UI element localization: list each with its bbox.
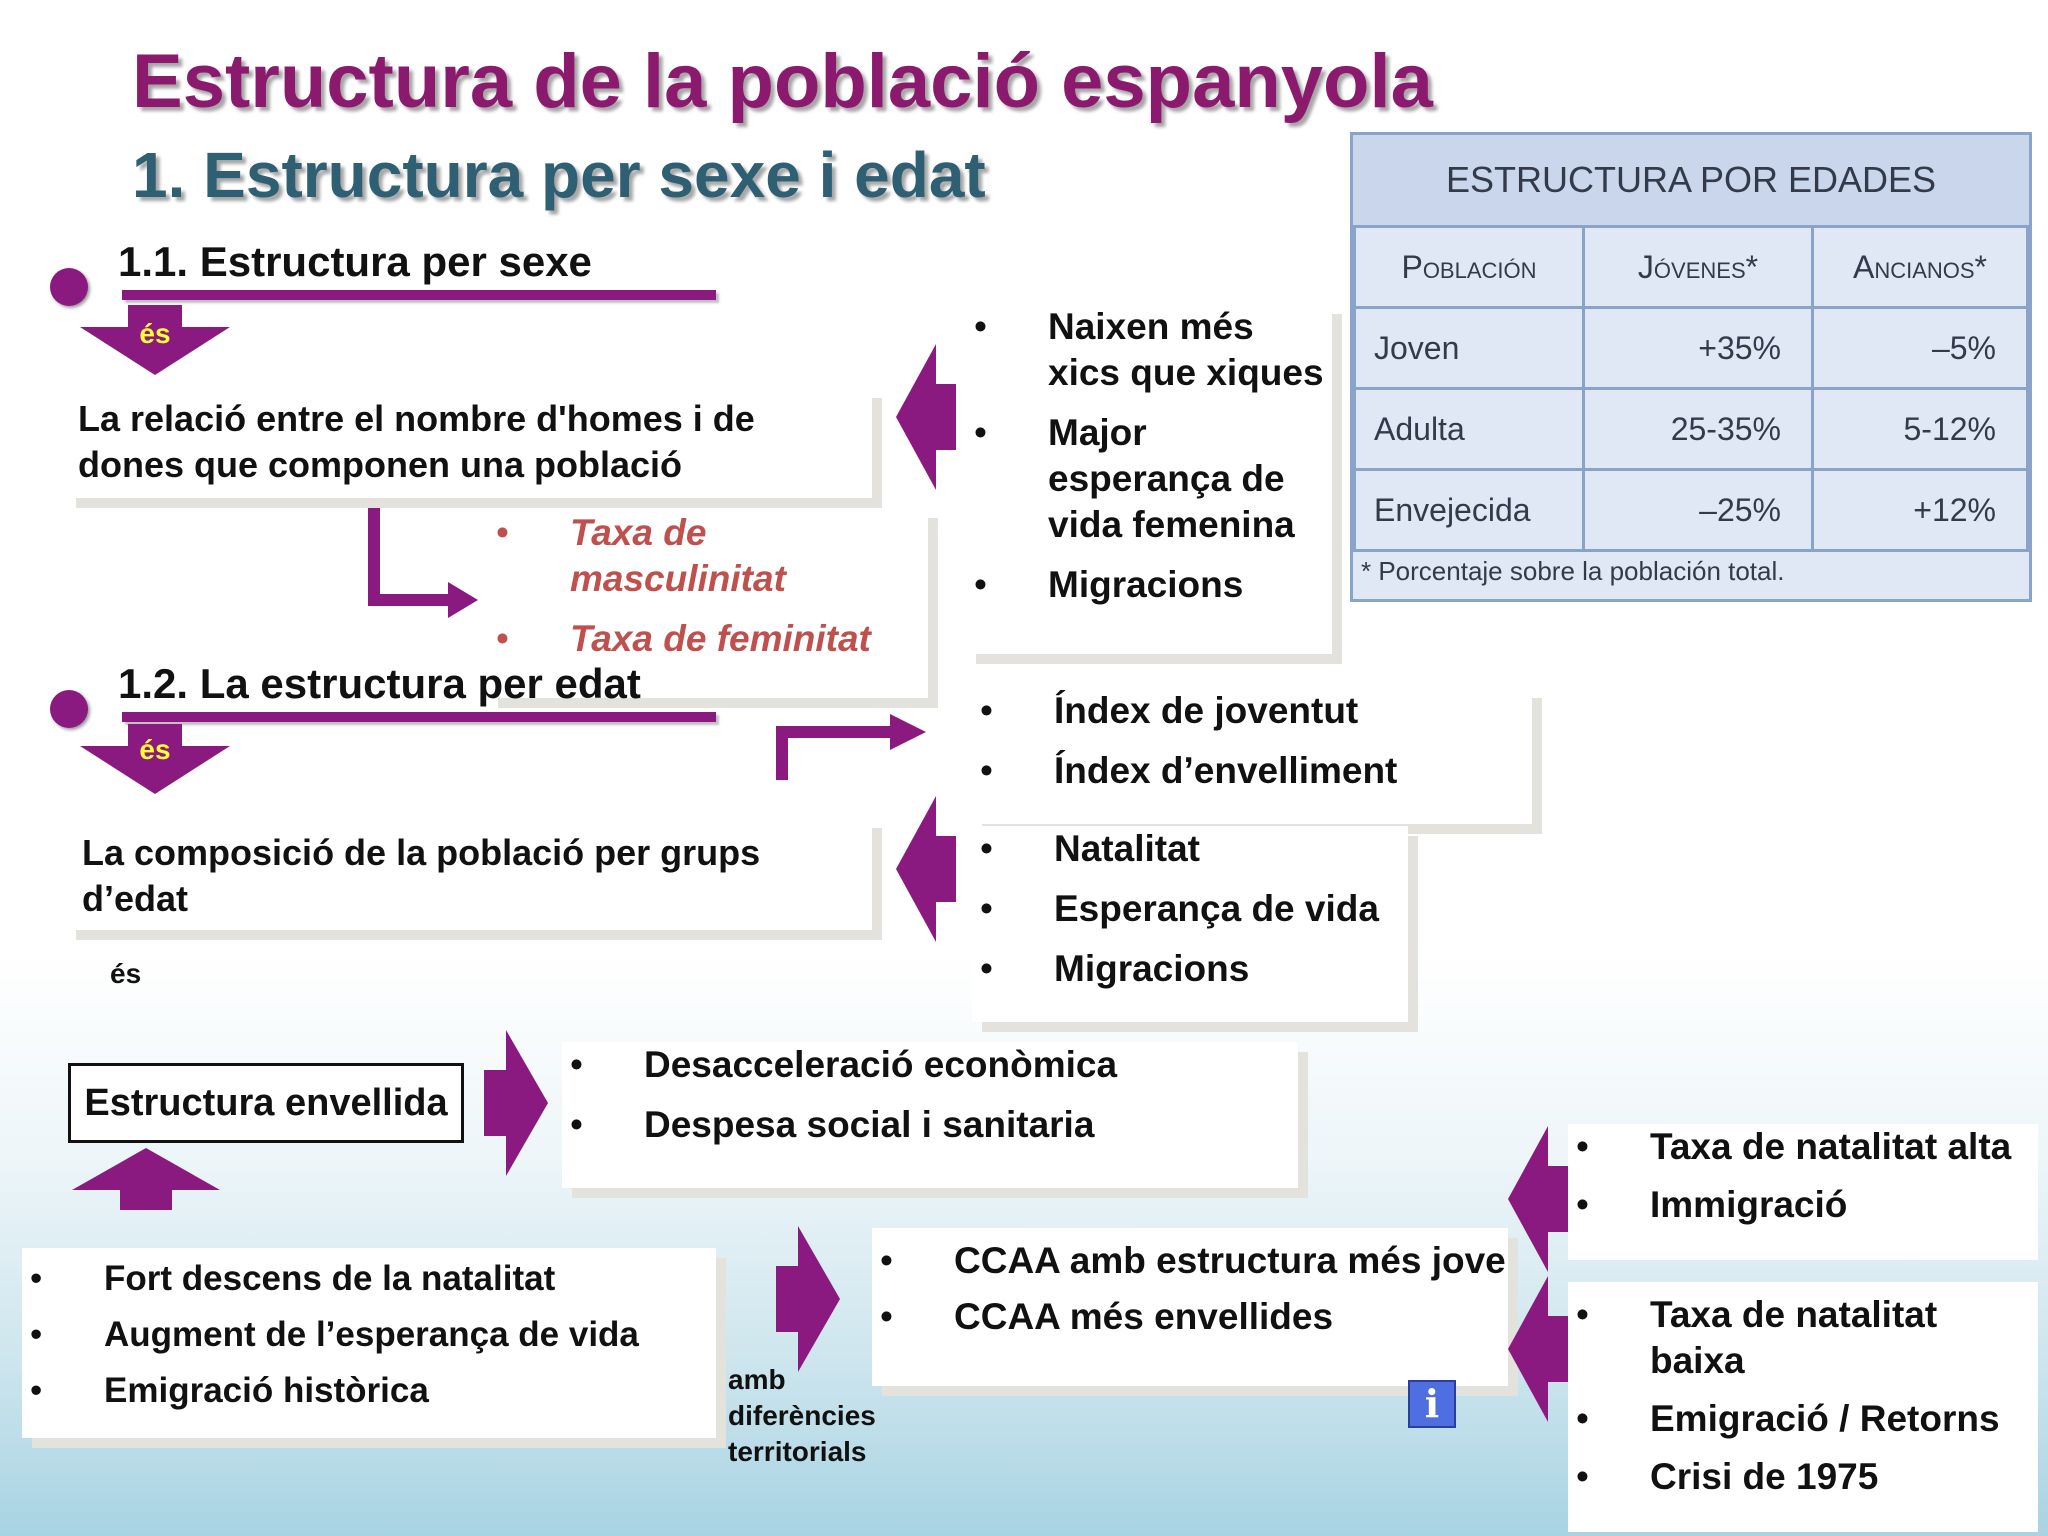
list-item: • Despesa social i sanitaria: [562, 1102, 1298, 1148]
list-item: • Esperança de vida: [972, 886, 1408, 932]
table-cell: Adulta: [1355, 389, 1584, 470]
table-cell: –25%: [1584, 470, 1813, 551]
age-definition: La composició de la població per grups d’edat: [82, 832, 761, 919]
table-cell: Joven: [1355, 308, 1584, 389]
list-item: • Crisi de 1975: [1568, 1454, 2038, 1500]
bullet-dot: [50, 690, 88, 728]
table-header: Ancianos*: [1813, 227, 2028, 308]
left-arrow-icon: [896, 344, 956, 490]
left-arrow-icon: [1508, 1276, 1570, 1422]
causes-box: [22, 1248, 716, 1438]
age-structure-table: [1350, 132, 2032, 602]
table-row: [1355, 470, 2028, 551]
table-cell: +12%: [1813, 470, 2028, 551]
table-cell: 5-12%: [1813, 389, 2028, 470]
table-header-row: [1355, 227, 2028, 308]
list-item: • CCAA més envellides: [872, 1294, 1508, 1340]
left-arrow-icon: [896, 796, 956, 942]
causes-list: [22, 1256, 716, 1414]
list-item: • Taxa de natalitat alta: [1568, 1124, 2038, 1170]
territorial-label: amb diferències territorials: [728, 1364, 876, 1467]
right-arrow-icon: [484, 1030, 548, 1176]
table-body: [1353, 225, 2029, 552]
sex-factors-list: [966, 304, 1332, 608]
young-reasons-box: [1568, 1124, 2038, 1260]
consequences-box: [562, 1042, 1298, 1188]
table-cell: –5%: [1813, 308, 2028, 389]
list-item: • Índex d’envelliment: [972, 748, 1532, 794]
list-item: • Taxa de feminitat: [488, 616, 928, 662]
section-heading-age: 1.2. La estructura per edat: [118, 660, 641, 707]
list-item: • Fort descens de la natalitat: [22, 1256, 716, 1302]
elbow-arrow-icon: [364, 508, 478, 620]
table-note: * Porcentaje sobre la población total.: [1361, 556, 1785, 586]
connector-label: és: [139, 318, 171, 349]
age-factors-list: [972, 826, 1408, 992]
rates-list: [488, 510, 928, 662]
elbow-arrow-icon: [774, 710, 926, 780]
old-reasons-list: [1568, 1292, 2038, 1500]
up-arrow-icon: [72, 1148, 220, 1210]
right-arrow-icon: [776, 1226, 840, 1372]
page-title: Estructura de la població espanyola: [132, 39, 1433, 124]
aged-structure-label: Estructura envellida: [68, 1063, 464, 1143]
table-header: Jóvenes*: [1584, 227, 1813, 308]
list-item: • Major esperança de vida femenina: [966, 410, 1332, 548]
age-factors-box: [972, 826, 1408, 1022]
table-cell: 25-35%: [1584, 389, 1813, 470]
list-item: • Migracions: [972, 946, 1408, 992]
indices-box: [972, 688, 1532, 824]
ccaa-list: [872, 1238, 1508, 1340]
list-item: • Immigració: [1568, 1182, 2038, 1228]
list-item: • Migracions: [966, 562, 1332, 608]
list-item: • Taxa de natalitat baixa: [1568, 1292, 2038, 1384]
age-definition-box: [66, 818, 872, 930]
info-icon[interactable]: i: [1408, 1380, 1456, 1428]
heading-underline: [122, 712, 716, 722]
list-item: • Emigració històrica: [22, 1368, 716, 1414]
bullet-dot: [50, 268, 88, 306]
table-row: [1355, 308, 2028, 389]
table-cell: Envejecida: [1355, 470, 1584, 551]
ccaa-box: [872, 1228, 1508, 1386]
list-item: • CCAA amb estructura més jove: [872, 1238, 1508, 1284]
sex-definition-box: [66, 388, 872, 498]
table-cell: +35%: [1584, 308, 1813, 389]
connector-label-es: és: [110, 958, 142, 989]
list-item: • Naixen més xics que xiques: [966, 304, 1332, 396]
left-arrow-icon: [1508, 1126, 1570, 1272]
table-title: ESTRUCTURA POR EDADES: [1353, 135, 2029, 228]
old-reasons-box: [1568, 1282, 2038, 1532]
table-row: [1355, 389, 2028, 470]
list-item: • Taxa de masculinitat: [488, 510, 928, 602]
table-header: Población: [1355, 227, 1584, 308]
list-item: • Índex de joventut: [972, 688, 1532, 734]
heading-underline: [122, 290, 716, 300]
list-item: • Augment de l’esperança de vida: [22, 1312, 716, 1358]
section-heading-sex: 1.1. Estructura per sexe: [118, 238, 592, 285]
sex-factors-box: [966, 304, 1332, 654]
connector-label: és: [139, 734, 171, 765]
list-item: • Desacceleració econòmica: [562, 1042, 1298, 1088]
list-item: • Emigració / Retorns: [1568, 1396, 2038, 1442]
sex-definition: La relació entre el nombre d'homes i de dones que componen una població: [78, 398, 755, 485]
list-item: • Natalitat: [972, 826, 1408, 872]
page-subtitle: 1. Estructura per sexe i edat: [132, 139, 986, 211]
consequences-list: [562, 1042, 1298, 1148]
young-reasons-list: [1568, 1124, 2038, 1228]
indices-list: [972, 688, 1532, 794]
